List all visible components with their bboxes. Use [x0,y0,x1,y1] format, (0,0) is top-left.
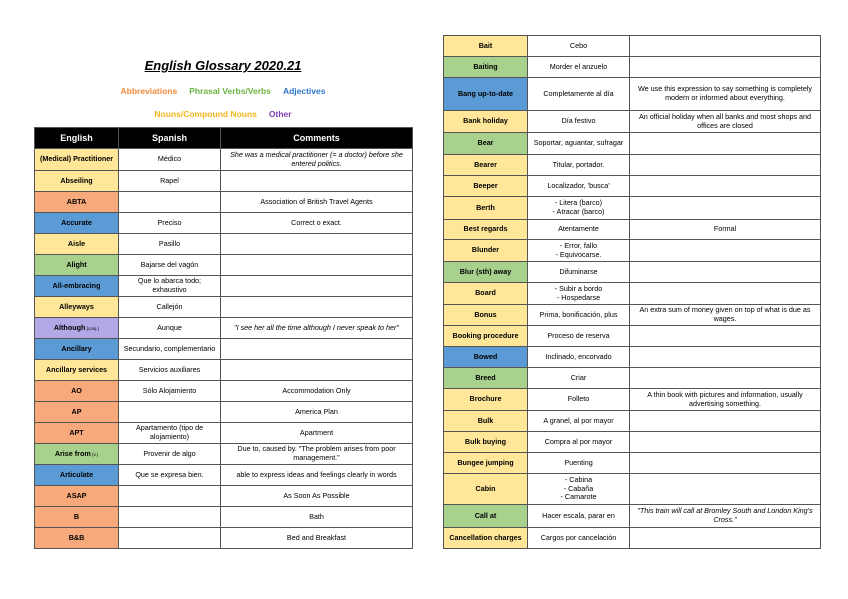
comment: A thin book with pictures and information, usually advertising something. [630,389,821,411]
table-row [444,528,821,549]
english-term: Cancellation charges [444,528,528,549]
table-row [35,423,413,444]
comment: Bed and Breakfast [221,528,413,549]
english-term: AO [35,381,119,402]
english-term: Blur (sth) away [444,262,528,283]
table-row [35,234,413,255]
comment: Due to, caused by. "The problem arises from poor management." [221,444,413,465]
comment [630,474,821,505]
english-term: Bonus [444,305,528,326]
table-row [444,283,821,305]
english-term: Brochure [444,389,528,411]
legend-item: Adjectives [282,86,326,96]
english-term: Board [444,283,528,305]
spanish-translation: Sólo Alojamiento [119,381,221,402]
comment [630,283,821,305]
spanish-translation: Soportar, aguantar, sufragar [528,133,630,155]
comment [630,36,821,57]
comment [630,155,821,176]
table-row [444,347,821,368]
table-row [35,486,413,507]
spanish-translation: - Subir a bordo - Hospedarse [528,283,630,305]
english-term: All-embracing [35,276,119,297]
spanish-translation: Aunque [119,318,221,339]
spanish-translation: Completamente al día [528,78,630,111]
table-row [35,318,413,339]
spanish-translation: Inclinado, encorvado [528,347,630,368]
spanish-translation: Bajarse del vagón [119,255,221,276]
glossary-table-left [34,127,413,549]
spanish-translation [119,192,221,213]
comment [221,171,413,192]
table-row [444,326,821,347]
comment [630,326,821,347]
english-term: Berth [444,197,528,220]
english-term: Baiting [444,57,528,78]
english-term: (Medical) Practitioner [35,149,119,171]
english-term: Beeper [444,176,528,197]
english-term: AP [35,402,119,423]
spanish-translation: Que se expresa bien. [119,465,221,486]
spanish-translation: Folleto [528,389,630,411]
english-term: Bang up-to-date [444,78,528,111]
table-row [35,339,413,360]
table-row [35,444,413,465]
table-row [444,432,821,453]
legend-item: Phrasal Verbs/Verbs [189,86,271,96]
spanish-translation: Preciso [119,213,221,234]
spanish-translation: Puenting [528,453,630,474]
english-term: Call at [444,505,528,528]
spanish-translation: Difuminarse [528,262,630,283]
table-row [35,213,413,234]
spanish-translation: Atentamente [528,220,630,240]
english-term: ASAP [35,486,119,507]
table-row [35,192,413,213]
english-term: Although (conj.) [35,318,119,339]
comment: able to express ideas and feelings clearly in words [221,465,413,486]
spanish-translation: Servicios auxiliares [119,360,221,381]
spanish-translation: Secundario, complementario [119,339,221,360]
table-row [444,78,821,111]
spanish-translation [119,507,221,528]
comment [630,432,821,453]
comment: Formal [630,220,821,240]
spanish-translation: Que lo abarca todo; exhaustivo [119,276,221,297]
spanish-translation: - Error, fallo - Equivocarse. [528,240,630,262]
table-row [444,155,821,176]
table-row [35,360,413,381]
legend-item: Nouns/Compound Nouns [154,109,257,119]
english-term: Bearer [444,155,528,176]
spanish-translation [119,486,221,507]
spanish-translation: Compra al por mayor [528,432,630,453]
spanish-translation: Cargos por cancelación [528,528,630,549]
comment: Accommodation Only [221,381,413,402]
legend-item: Abbreviations [120,86,178,96]
table-row [444,240,821,262]
spanish-translation: Médico [119,149,221,171]
english-term: Ancillary services [35,360,119,381]
table-row [444,36,821,57]
english-term: Cabin [444,474,528,505]
table-row [444,176,821,197]
comment [221,339,413,360]
legend-item: Other [268,109,292,119]
comment: Association of British Travel Agents [221,192,413,213]
english-term: Alight [35,255,119,276]
comment [630,411,821,432]
table-row [35,297,413,318]
header-english: English [35,128,119,149]
table-row [444,453,821,474]
table-row [35,171,413,192]
spanish-translation: Pasillo [119,234,221,255]
table-row [35,276,413,297]
english-term: Bulk [444,411,528,432]
table-row [35,381,413,402]
page-title: English Glossary 2020.21 [144,58,302,73]
spanish-translation [119,528,221,549]
comment: America Plan [221,402,413,423]
legend-row [34,109,412,119]
table-row [444,474,821,505]
spanish-translation: Criar [528,368,630,389]
spanish-translation: Día festivo [528,111,630,133]
comment [630,347,821,368]
english-term: Abseiling [35,171,119,192]
comment [630,240,821,262]
comment [221,276,413,297]
comment: Bath [221,507,413,528]
table-row [35,149,413,171]
comment: As Soon As Possible [221,486,413,507]
english-term: Bulk buying [444,432,528,453]
english-term: Booking procedure [444,326,528,347]
comment: She was a medical practitioner (= a doctor) before she entered politics. [221,149,413,171]
table-row [444,220,821,240]
table-row [35,402,413,423]
comment [221,360,413,381]
english-term: Breed [444,368,528,389]
comment: An official holiday when all banks and most shops and offices are closed [630,111,821,133]
comment: "This train will call at Bromley South and London King's Cross." [630,505,821,528]
english-term: Ancillary [35,339,119,360]
comment: Apartment [221,423,413,444]
english-term: Bungee jumping [444,453,528,474]
comment [630,197,821,220]
legend-row [34,86,412,96]
comment: "I see her all the time although I never speak to her" [221,318,413,339]
english-term: Bank holiday [444,111,528,133]
table-row [444,368,821,389]
english-term: B&B [35,528,119,549]
english-term: Best regards [444,220,528,240]
table-row [35,528,413,549]
comment [630,57,821,78]
english-term: Articulate [35,465,119,486]
english-term: Bear [444,133,528,155]
comment [221,297,413,318]
spanish-translation: Hacer escala, parar en [528,505,630,528]
spanish-translation: - Cabina - Cabaña - Camarote [528,474,630,505]
spanish-translation: Prima, bonificación, plus [528,305,630,326]
spanish-translation: Provenir de algo [119,444,221,465]
comment [630,133,821,155]
table-row [35,255,413,276]
english-term: Aisle [35,234,119,255]
spanish-translation: Callejón [119,297,221,318]
table-row [444,133,821,155]
spanish-translation: Proceso de reserva [528,326,630,347]
comment [221,255,413,276]
spanish-translation: Rapel [119,171,221,192]
comment: Correct o exact. [221,213,413,234]
spanish-translation: Localizador, 'busca' [528,176,630,197]
comment: An extra sum of money given on top of what is due as wages. [630,305,821,326]
english-term: Bowed [444,347,528,368]
english-term: Blunder [444,240,528,262]
english-term: Arise from (v.) [35,444,119,465]
table-row [444,411,821,432]
comment [630,368,821,389]
english-term: Alleyways [35,297,119,318]
english-term: Bait [444,36,528,57]
spanish-translation [119,402,221,423]
header-spanish: Spanish [119,128,221,149]
english-term: Accurate [35,213,119,234]
comment [630,262,821,283]
table-row [444,197,821,220]
spanish-translation: Cebo [528,36,630,57]
table-row [444,389,821,411]
comment [630,176,821,197]
spanish-translation: - Litera (barco) - Atracar (barco) [528,197,630,220]
english-term: APT [35,423,119,444]
table-row [35,465,413,486]
glossary-table-right [443,35,821,549]
comment [630,528,821,549]
table-row [444,57,821,78]
spanish-translation: A granel, al por mayor [528,411,630,432]
spanish-translation: Apartamento (tipo de alojamiento) [119,423,221,444]
spanish-translation: Titular, portador. [528,155,630,176]
spanish-translation: Morder el anzuelo [528,57,630,78]
english-term: ABTA [35,192,119,213]
english-term: B [35,507,119,528]
table-row [444,111,821,133]
header-comments: Comments [221,128,413,149]
table-row [444,505,821,528]
table-row [444,262,821,283]
table-row [444,305,821,326]
comment [221,234,413,255]
comment: We use this expression to say something is completely modern or informed about everything. [630,78,821,111]
table-row [35,507,413,528]
comment [630,453,821,474]
